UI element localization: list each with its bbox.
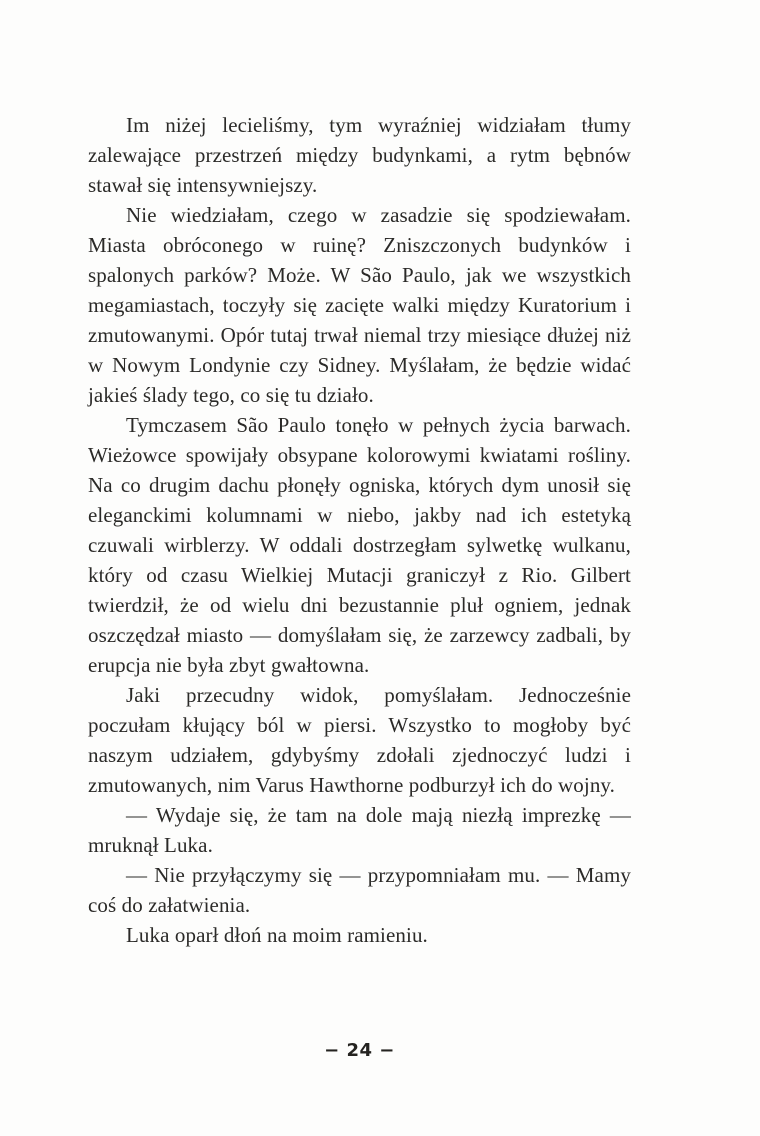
paragraph: Nie wiedziałam, czego w zasadzie się spodziewałam. Miasta obróconego w ruinę? Zniszczonych budynków i spalonych parków? Może. W São Paulo, jak we wszystkich megamiastach, toczyły się zacięte walki między Kuratorium i zmutowanymi. Opór tutaj trwał niemal trzy miesiące dłużej niż w Nowym Londynie czy Sidney. Myślałam, że będzie widać jakieś ślady tego, co się tu działo.: [88, 203, 631, 407]
paragraph: Luka oparł dłoń na moim ramieniu.: [126, 923, 428, 947]
paragraph: Tymczasem São Paulo tonęło w pełnych życia barwach. Wieżowce spowijały obsypane kolorowymi kwiatami rośliny. Na co drugim dachu płonęły ogniska, których dym unosił się eleganckimi kolumnami w niebo, jakby nad ich estetyką czuwali wirblerzy. W oddali dostrzegłam sylwetkę wulkanu, który od czasu Wielkiej Mutacji graniczył z Rio. Gilbert twierdził, że od wielu dni bezustannie pluł ogniem, jednak oszczędzał miasto — domyślałam się, że zarzewcy zadbali, by erupcja nie była zbyt gwałtowna.: [88, 413, 631, 677]
paragraph: Im niżej lecieliśmy, tym wyraźniej widziałam tłumy zalewające przestrzeń między budynkami, a rytm bębnów stawał się intensywniejszy.: [88, 113, 631, 197]
paragraph-dialogue: — Wydaje się, że tam na dole mają niezłą imprezkę — mruknął Luka.: [88, 803, 631, 857]
page-number: − 24 −: [324, 1040, 395, 1061]
paragraph-dialogue: — Nie przyłączymy się — przypomniałam mu. — Mamy coś do załatwienia.: [88, 863, 631, 917]
paragraph: Jaki przecudny widok, pomyślałam. Jednocześnie poczułam kłujący ból w piersi. Wszystko to mogłoby być naszym udziałem, gdybyśmy zdołali zjednoczyć ludzi i zmutowanych, nim Varus Hawthorne podburzył ich do wojny.: [88, 683, 631, 797]
body-text: [88, 110, 631, 950]
